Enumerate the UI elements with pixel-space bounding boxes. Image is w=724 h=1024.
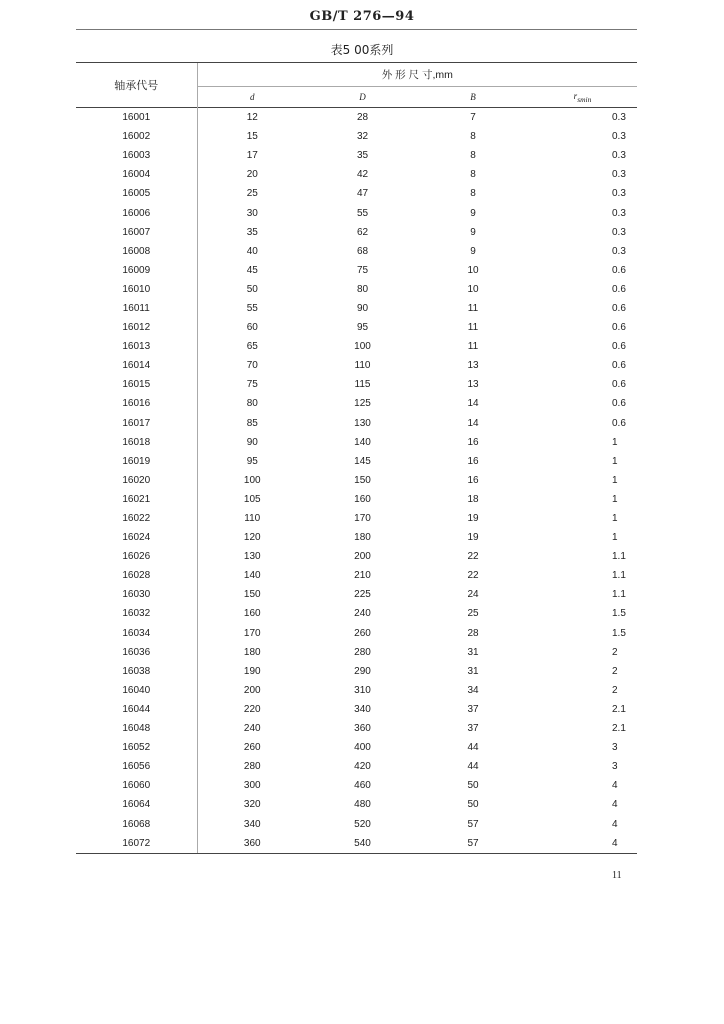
- cell-D: 90: [356, 302, 369, 314]
- cell-D: 55: [356, 207, 369, 219]
- cell-D: 210: [354, 570, 371, 582]
- table-row: [76, 414, 637, 433]
- cell-bearing-code: 16052: [122, 742, 151, 754]
- cell-D: 75: [356, 264, 369, 276]
- table-row: [76, 261, 637, 280]
- cell-rsmin: 4: [528, 834, 637, 854]
- cell-B: 50: [467, 799, 479, 811]
- table-row: [76, 452, 637, 471]
- cell-d: 280: [197, 757, 307, 776]
- table-row: [76, 165, 637, 184]
- cell-rsmin: 1: [612, 474, 618, 486]
- cell-bearing-code: 16024: [122, 532, 151, 544]
- cell-d: 12: [197, 108, 307, 128]
- table-row: [76, 184, 637, 203]
- cell-rsmin: 4: [612, 799, 618, 811]
- cell-B: 31: [467, 665, 479, 677]
- table-row: [76, 127, 637, 146]
- cell-B: 50: [467, 780, 479, 792]
- cell-B: 9: [470, 226, 476, 238]
- cell-rsmin: 0.6: [612, 283, 626, 295]
- cell-d: 110: [197, 509, 307, 528]
- cell-rsmin: 1.5: [612, 608, 626, 620]
- cell-B: 14: [467, 398, 479, 410]
- cell-bearing-code: 16004: [122, 169, 151, 181]
- cell-B: 25: [467, 608, 479, 620]
- cell-D: 95: [356, 322, 369, 334]
- cell-d: 240: [197, 719, 307, 738]
- cell-D: 130: [354, 417, 371, 429]
- cell-d: 170: [197, 624, 307, 643]
- cell-bearing-code: 16010: [122, 283, 151, 295]
- cell-bearing-code: 16011: [122, 302, 150, 314]
- cell-D: 340: [354, 703, 371, 715]
- cell-B: 44: [467, 742, 479, 754]
- cell-d: 60: [197, 318, 307, 337]
- cell-rsmin: 0.6: [612, 417, 626, 429]
- cell-D: 110: [354, 360, 371, 372]
- cell-d: 200: [197, 681, 307, 700]
- cell-bearing-code: 16005: [122, 188, 151, 200]
- table-row: [76, 547, 637, 566]
- table-row: [76, 643, 637, 662]
- cell-d: 190: [197, 662, 307, 681]
- cell-rsmin: 0.3: [612, 131, 626, 143]
- cell-D: 68: [356, 245, 369, 257]
- cell-bearing-code: 16034: [122, 627, 151, 639]
- cell-bearing-code: 16030: [122, 589, 151, 601]
- cell-bearing-code: 16060: [122, 780, 151, 792]
- cell-rsmin: 0.3: [612, 150, 626, 162]
- cell-rsmin: 2: [612, 665, 618, 677]
- cell-B: 7: [418, 108, 528, 128]
- cell-D: 145: [354, 455, 371, 467]
- table-row: [76, 318, 637, 337]
- cell-d: 65: [197, 337, 307, 356]
- table-row: [76, 223, 637, 242]
- cell-rsmin: 1: [612, 436, 618, 448]
- cell-bearing-code: 16036: [122, 646, 151, 658]
- table-row: [76, 585, 637, 604]
- cell-d: 180: [197, 643, 307, 662]
- table-row: [76, 528, 637, 547]
- cell-D: 160: [354, 493, 371, 505]
- cell-B: 22: [467, 551, 479, 563]
- cell-B: 16: [467, 455, 479, 467]
- cell-B: 57: [418, 834, 528, 854]
- cell-d: 160: [197, 604, 307, 623]
- cell-d: 80: [197, 394, 307, 413]
- cell-B: 10: [467, 283, 479, 295]
- cell-rsmin: 0.6: [612, 360, 626, 372]
- table-row: [76, 681, 637, 700]
- cell-rsmin: 4: [612, 780, 618, 792]
- cell-rsmin: 0.6: [612, 341, 626, 353]
- cell-D: 42: [356, 169, 369, 181]
- cell-d: 45: [197, 261, 307, 280]
- cell-bearing-code: 16038: [122, 665, 151, 677]
- cell-rsmin: 1: [612, 513, 618, 525]
- cell-bearing-code: 16013: [122, 341, 151, 353]
- cell-bearing-code: 16028: [122, 570, 151, 582]
- cell-B: 9: [470, 245, 476, 257]
- cell-bearing-code: 16022: [122, 513, 151, 525]
- cell-d: 90: [197, 433, 307, 452]
- table-row: [76, 814, 637, 833]
- cell-bearing-code: 16019: [122, 455, 151, 467]
- table-row: [76, 280, 637, 299]
- cell-rsmin: 0.6: [612, 264, 626, 276]
- cell-D: 420: [354, 761, 371, 773]
- cell-bearing-code: 16002: [122, 131, 151, 143]
- cell-B: 19: [467, 513, 479, 525]
- cell-bearing-code: 16007: [122, 226, 151, 238]
- cell-rsmin: 1.1: [612, 570, 626, 582]
- cell-d: 15: [197, 127, 307, 146]
- cell-B: 11: [467, 322, 479, 334]
- cell-B: 8: [470, 131, 476, 143]
- cell-bearing-code: 16032: [122, 608, 151, 620]
- cell-d: 70: [197, 356, 307, 375]
- cell-rsmin: 0.3: [612, 245, 626, 257]
- cell-d: 105: [197, 490, 307, 509]
- cell-rsmin: 0.3: [612, 207, 626, 219]
- cell-bearing-code: 16003: [122, 150, 151, 162]
- cell-bearing-code: 16018: [122, 436, 151, 448]
- table-row: [76, 299, 637, 318]
- cell-B: 19: [467, 532, 479, 544]
- cell-D: 400: [354, 742, 371, 754]
- cell-B: 24: [467, 589, 479, 601]
- cell-B: 13: [467, 379, 479, 391]
- cell-rsmin: 1: [612, 455, 618, 467]
- cell-D: 280: [354, 646, 371, 658]
- cell-D: 240: [354, 608, 371, 620]
- cell-B: 11: [467, 302, 479, 314]
- cell-bearing-code: 16012: [122, 322, 151, 334]
- table-row: [76, 719, 637, 738]
- table-row: [76, 242, 637, 261]
- cell-D: 28: [307, 108, 418, 128]
- cell-rsmin: 0.3: [528, 108, 637, 128]
- cell-rsmin: 0.6: [612, 398, 626, 410]
- table-row: [76, 337, 637, 356]
- table-row: [76, 471, 637, 490]
- cell-d: 30: [197, 203, 307, 222]
- column-header-rsmin: [528, 87, 637, 108]
- cell-bearing-code: 16072: [76, 834, 197, 854]
- cell-rsmin: 1: [612, 532, 618, 544]
- cell-D: 125: [354, 398, 371, 410]
- table-row: [76, 490, 637, 509]
- dimension-table: [76, 62, 637, 854]
- cell-d: 40: [197, 242, 307, 261]
- cell-d: 260: [197, 738, 307, 757]
- r-subscript: smin: [577, 94, 592, 104]
- table-row: [76, 776, 637, 795]
- cell-B: 57: [467, 818, 479, 830]
- cell-D: 62: [356, 226, 369, 238]
- cell-bearing-code: 16015: [122, 379, 151, 391]
- cell-B: 28: [467, 627, 479, 639]
- table-row: [76, 795, 637, 814]
- header-rule: [76, 29, 637, 30]
- cell-d: 20: [197, 165, 307, 184]
- cell-D: 480: [354, 799, 371, 811]
- cell-D: 290: [354, 665, 371, 677]
- cell-bearing-code: 16008: [122, 245, 151, 257]
- table-row: [76, 624, 637, 643]
- cell-d: 340: [197, 814, 307, 833]
- cell-bearing-code: 16064: [122, 799, 151, 811]
- cell-d: 50: [197, 280, 307, 299]
- table-row: [76, 757, 637, 776]
- cell-B: 8: [470, 150, 476, 162]
- cell-B: 9: [470, 207, 476, 219]
- cell-B: 8: [470, 188, 476, 200]
- cell-D: 32: [356, 131, 369, 143]
- cell-D: 170: [354, 513, 371, 525]
- cell-d: 130: [197, 547, 307, 566]
- cell-rsmin: 0.6: [612, 379, 626, 391]
- cell-rsmin: 3: [612, 742, 618, 754]
- cell-d: 220: [197, 700, 307, 719]
- cell-d: 85: [197, 414, 307, 433]
- cell-D: 47: [356, 188, 369, 200]
- cell-D: 200: [354, 551, 371, 563]
- cell-d: 35: [197, 223, 307, 242]
- cell-rsmin: 1.5: [612, 627, 626, 639]
- table-row: [76, 738, 637, 757]
- cell-B: 22: [467, 570, 479, 582]
- cell-d: 300: [197, 776, 307, 795]
- cell-d: 95: [197, 452, 307, 471]
- cell-d: 320: [197, 795, 307, 814]
- cell-rsmin: 1: [612, 493, 618, 505]
- cell-bearing-code: 16056: [122, 761, 151, 773]
- table-row: [76, 509, 637, 528]
- cell-B: 16: [467, 436, 479, 448]
- cell-d: 25: [197, 184, 307, 203]
- dimensions-group-header: 外 形 尺 寸,mm: [197, 63, 637, 87]
- r-symbol: r: [573, 90, 578, 101]
- cell-bearing-code: 16026: [122, 551, 151, 563]
- cell-B: 13: [467, 360, 479, 372]
- cell-rsmin: 2: [612, 684, 618, 696]
- cell-rsmin: 1.1: [612, 589, 626, 601]
- cell-d: 100: [197, 471, 307, 490]
- page-number: 11: [612, 870, 622, 881]
- cell-D: 100: [354, 341, 371, 353]
- table-row: [76, 566, 637, 585]
- cell-rsmin: 2.1: [612, 723, 626, 735]
- cell-D: 80: [356, 283, 369, 295]
- cell-bearing-code: 16021: [122, 493, 151, 505]
- cell-rsmin: 2.1: [612, 703, 626, 715]
- cell-d: 140: [197, 566, 307, 585]
- cell-D: 460: [354, 780, 371, 792]
- table-row: [76, 394, 637, 413]
- column-header-D: D: [359, 92, 366, 102]
- cell-bearing-code: 16009: [122, 264, 151, 276]
- cell-B: 37: [467, 723, 479, 735]
- cell-B: 8: [470, 169, 476, 181]
- cell-bearing-code: 16040: [122, 684, 151, 696]
- table-row: [76, 604, 637, 623]
- cell-B: 10: [467, 264, 479, 276]
- cell-D: 540: [307, 834, 418, 854]
- cell-D: 180: [354, 532, 371, 544]
- cell-B: 14: [467, 417, 479, 429]
- cell-B: 16: [467, 474, 479, 486]
- cell-B: 18: [467, 493, 479, 505]
- table-row: [76, 433, 637, 452]
- column-header-B: B: [470, 92, 476, 102]
- cell-rsmin: 0.3: [612, 226, 626, 238]
- cell-d: 17: [197, 146, 307, 165]
- cell-B: 34: [467, 684, 479, 696]
- table-row: [76, 356, 637, 375]
- table-row: [76, 375, 637, 394]
- table-caption: 表5 00系列: [330, 43, 394, 57]
- bearing-code-header: 轴承代号: [76, 63, 197, 108]
- cell-rsmin: 0.3: [612, 188, 626, 200]
- cell-bearing-code: 16068: [122, 818, 151, 830]
- cell-d: 360: [197, 834, 307, 854]
- cell-D: 260: [354, 627, 371, 639]
- cell-rsmin: 2: [612, 646, 618, 658]
- cell-D: 150: [354, 474, 371, 486]
- table-row: [76, 834, 637, 854]
- table-row: [76, 662, 637, 681]
- cell-B: 31: [467, 646, 479, 658]
- cell-bearing-code: 16017: [122, 417, 151, 429]
- cell-B: 44: [467, 761, 479, 773]
- table-body: [76, 108, 637, 854]
- column-header-d: d: [197, 87, 307, 108]
- cell-bearing-code: 16048: [122, 723, 151, 735]
- cell-d: 75: [197, 375, 307, 394]
- cell-D: 360: [354, 723, 371, 735]
- cell-rsmin: 0.6: [612, 322, 626, 334]
- cell-D: 520: [354, 818, 371, 830]
- cell-rsmin: 1.1: [612, 551, 626, 563]
- cell-D: 310: [354, 684, 371, 696]
- cell-bearing-code: 16016: [122, 398, 151, 410]
- cell-D: 225: [354, 589, 371, 601]
- cell-D: 140: [354, 436, 371, 448]
- cell-D: 115: [354, 379, 371, 391]
- cell-rsmin: 0.3: [612, 169, 626, 181]
- cell-d: 150: [197, 585, 307, 604]
- cell-B: 11: [467, 341, 479, 353]
- cell-D: 35: [356, 150, 369, 162]
- cell-bearing-code: 16044: [122, 703, 151, 715]
- table-row: [76, 146, 637, 165]
- table-row: [76, 700, 637, 719]
- cell-bearing-code: 16014: [122, 360, 151, 372]
- table-row: [76, 108, 637, 128]
- cell-d: 55: [197, 299, 307, 318]
- cell-rsmin: 4: [612, 818, 618, 830]
- document-header: GB/T 276—94: [309, 9, 415, 24]
- cell-bearing-code: 16001: [76, 108, 197, 128]
- cell-rsmin: 0.6: [612, 302, 626, 314]
- cell-rsmin: 3: [612, 761, 618, 773]
- cell-B: 37: [467, 703, 479, 715]
- cell-bearing-code: 16006: [122, 207, 151, 219]
- table-row: [76, 203, 637, 222]
- cell-bearing-code: 16020: [122, 474, 151, 486]
- cell-d: 120: [197, 528, 307, 547]
